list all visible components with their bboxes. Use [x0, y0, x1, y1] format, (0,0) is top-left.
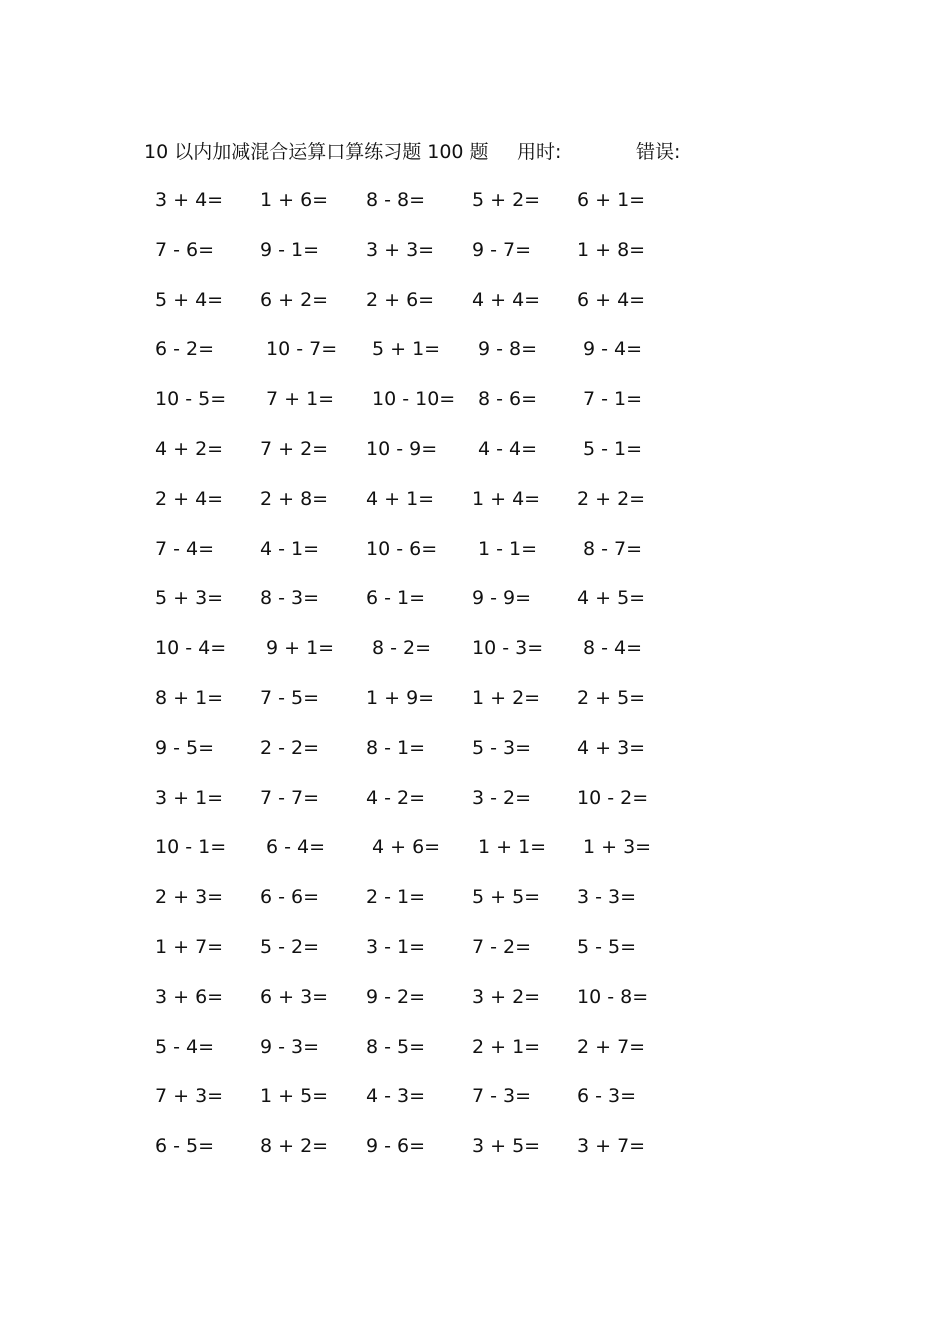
- arithmetic-problem: 7 - 1=: [583, 388, 643, 411]
- arithmetic-problem: 9 - 4=: [583, 338, 643, 361]
- arithmetic-problem: 5 + 3=: [155, 587, 224, 610]
- arithmetic-problem: 3 - 3=: [577, 886, 637, 909]
- arithmetic-problem: 9 - 8=: [478, 338, 538, 361]
- arithmetic-problem: 2 + 1=: [472, 1035, 541, 1058]
- arithmetic-problem: 3 + 7=: [577, 1135, 646, 1158]
- arithmetic-problem: 8 + 2=: [260, 1135, 329, 1158]
- arithmetic-problem: 7 - 4=: [155, 537, 215, 560]
- arithmetic-problem: 8 - 8=: [366, 189, 426, 211]
- arithmetic-problem: 10 - 1=: [155, 836, 227, 859]
- arithmetic-problem: 9 - 1=: [260, 238, 320, 261]
- arithmetic-problem: 7 - 7=: [260, 786, 320, 809]
- arithmetic-problem: 2 + 7=: [577, 1035, 646, 1058]
- problem-row: [150, 335, 710, 385]
- problem-row: [150, 784, 710, 834]
- problem-row: [150, 286, 710, 336]
- arithmetic-problem: 3 + 4=: [155, 189, 224, 211]
- arithmetic-problem: 4 - 3=: [366, 1085, 426, 1108]
- arithmetic-problem: 1 + 5=: [260, 1085, 329, 1108]
- arithmetic-problem: 6 - 2=: [155, 338, 215, 361]
- arithmetic-problem: 6 + 1=: [577, 189, 646, 211]
- problem-row: [150, 435, 710, 485]
- arithmetic-problem: 5 - 5=: [577, 935, 637, 958]
- arithmetic-problem: 1 + 8=: [577, 238, 646, 261]
- arithmetic-problem: 2 + 2=: [577, 487, 646, 510]
- problem-row: [150, 584, 710, 634]
- arithmetic-problem: 10 - 2=: [577, 786, 649, 809]
- arithmetic-problem: 4 - 2=: [366, 786, 426, 809]
- arithmetic-problem: 8 - 2=: [372, 637, 432, 660]
- arithmetic-problem: 3 - 2=: [472, 786, 532, 809]
- arithmetic-problem: 4 + 1=: [366, 487, 435, 510]
- arithmetic-problem: 10 - 7=: [266, 338, 338, 361]
- problem-row: [150, 734, 710, 784]
- problem-row: [150, 983, 710, 1033]
- arithmetic-problem: 2 - 2=: [260, 736, 320, 759]
- arithmetic-problem: 2 + 4=: [155, 487, 224, 510]
- problem-row: [150, 186, 710, 236]
- arithmetic-problem: 10 - 10=: [372, 388, 456, 411]
- arithmetic-problem: 4 + 5=: [577, 587, 646, 610]
- arithmetic-problem: 9 - 5=: [155, 736, 215, 759]
- arithmetic-problem: 1 + 9=: [366, 686, 435, 709]
- arithmetic-problem: 2 + 8=: [260, 487, 329, 510]
- arithmetic-problem: 10 - 8=: [577, 985, 649, 1008]
- problem-row: [150, 1132, 710, 1182]
- arithmetic-problem: 6 - 3=: [577, 1085, 637, 1108]
- arithmetic-problem: 7 - 2=: [472, 935, 532, 958]
- arithmetic-problem: 9 - 2=: [366, 985, 426, 1008]
- arithmetic-problem: 8 - 4=: [583, 637, 643, 660]
- arithmetic-problem: 1 + 6=: [260, 189, 329, 211]
- arithmetic-problem: 8 - 7=: [583, 537, 643, 560]
- arithmetic-problem: 1 + 1=: [478, 836, 547, 859]
- arithmetic-problem: 4 + 4=: [472, 288, 541, 311]
- problem-row: [150, 1082, 710, 1132]
- problem-row: [150, 883, 710, 933]
- arithmetic-problem: 5 - 1=: [583, 437, 643, 460]
- arithmetic-problem: 5 - 4=: [155, 1035, 215, 1058]
- problem-row: [150, 684, 710, 734]
- arithmetic-problem: 6 + 3=: [260, 985, 329, 1008]
- arithmetic-problem: 1 - 1=: [478, 537, 538, 560]
- arithmetic-problem: 6 - 6=: [260, 886, 320, 909]
- arithmetic-problem: 3 + 3=: [366, 238, 435, 261]
- problem-row: [150, 535, 710, 585]
- arithmetic-problem: 6 + 2=: [260, 288, 329, 311]
- arithmetic-problem: 5 + 4=: [155, 288, 224, 311]
- arithmetic-problem: 1 + 2=: [472, 686, 541, 709]
- arithmetic-problem: 10 - 9=: [366, 437, 438, 460]
- arithmetic-problem: 7 - 6=: [155, 238, 215, 261]
- problem-row: [150, 236, 710, 286]
- arithmetic-problem: 8 - 1=: [366, 736, 426, 759]
- arithmetic-problem: 7 + 3=: [155, 1085, 224, 1108]
- arithmetic-problem: 6 + 4=: [577, 288, 646, 311]
- arithmetic-problem: 3 + 2=: [472, 985, 541, 1008]
- arithmetic-problem: 5 + 2=: [472, 189, 541, 211]
- problem-row: [150, 933, 710, 983]
- arithmetic-problem: 4 + 2=: [155, 437, 224, 460]
- arithmetic-problem: 10 - 5=: [155, 388, 227, 411]
- arithmetic-problem: 1 + 4=: [472, 487, 541, 510]
- arithmetic-problem: 3 + 6=: [155, 985, 224, 1008]
- arithmetic-problem: 5 + 5=: [472, 886, 541, 909]
- arithmetic-problem: 10 - 4=: [155, 637, 227, 660]
- arithmetic-problem: 9 - 7=: [472, 238, 532, 261]
- problem-row: [150, 385, 710, 435]
- arithmetic-problem: 2 + 5=: [577, 686, 646, 709]
- arithmetic-problem: 6 - 4=: [266, 836, 326, 859]
- arithmetic-problem: 1 + 7=: [155, 935, 224, 958]
- arithmetic-problem: 6 - 5=: [155, 1135, 215, 1158]
- arithmetic-problem: 8 - 5=: [366, 1035, 426, 1058]
- arithmetic-problem: 6 - 1=: [366, 587, 426, 610]
- arithmetic-problem: 3 + 5=: [472, 1135, 541, 1158]
- arithmetic-problem: 1 + 3=: [583, 836, 652, 859]
- arithmetic-problem: 2 + 6=: [366, 288, 435, 311]
- problem-grid: [150, 186, 710, 1182]
- problem-row: [150, 833, 710, 883]
- arithmetic-problem: 5 + 1=: [372, 338, 441, 361]
- arithmetic-problem: 9 + 1=: [266, 637, 335, 660]
- arithmetic-problem: 7 - 5=: [260, 686, 320, 709]
- arithmetic-problem: 7 + 2=: [260, 437, 329, 460]
- arithmetic-problem: 7 - 3=: [472, 1085, 532, 1108]
- arithmetic-problem: 9 - 3=: [260, 1035, 320, 1058]
- arithmetic-problem: 4 - 1=: [260, 537, 320, 560]
- problem-row: [150, 1033, 710, 1083]
- arithmetic-problem: 9 - 9=: [472, 587, 532, 610]
- worksheet-title: 10 以内加减混合运算口算练习题 100 题: [144, 141, 489, 163]
- arithmetic-problem: 5 - 2=: [260, 935, 320, 958]
- errors-label: 错误:: [636, 141, 681, 163]
- arithmetic-problem: 9 - 6=: [366, 1135, 426, 1158]
- arithmetic-problem: 2 + 3=: [155, 886, 224, 909]
- arithmetic-problem: 8 + 1=: [155, 686, 224, 709]
- arithmetic-problem: 10 - 6=: [366, 537, 438, 560]
- arithmetic-problem: 10 - 3=: [472, 637, 544, 660]
- arithmetic-problem: 7 + 1=: [266, 388, 335, 411]
- arithmetic-problem: 2 - 1=: [366, 886, 426, 909]
- arithmetic-problem: 8 - 6=: [478, 388, 538, 411]
- arithmetic-problem: 3 + 1=: [155, 786, 224, 809]
- arithmetic-problem: 4 + 3=: [577, 736, 646, 759]
- arithmetic-problem: 4 - 4=: [478, 437, 538, 460]
- problem-row: [150, 485, 710, 535]
- arithmetic-problem: 4 + 6=: [372, 836, 441, 859]
- problem-row: [150, 634, 710, 684]
- arithmetic-problem: 3 - 1=: [366, 935, 426, 958]
- time-used-label: 用时:: [517, 141, 562, 163]
- arithmetic-problem: 8 - 3=: [260, 587, 320, 610]
- arithmetic-problem: 5 - 3=: [472, 736, 532, 759]
